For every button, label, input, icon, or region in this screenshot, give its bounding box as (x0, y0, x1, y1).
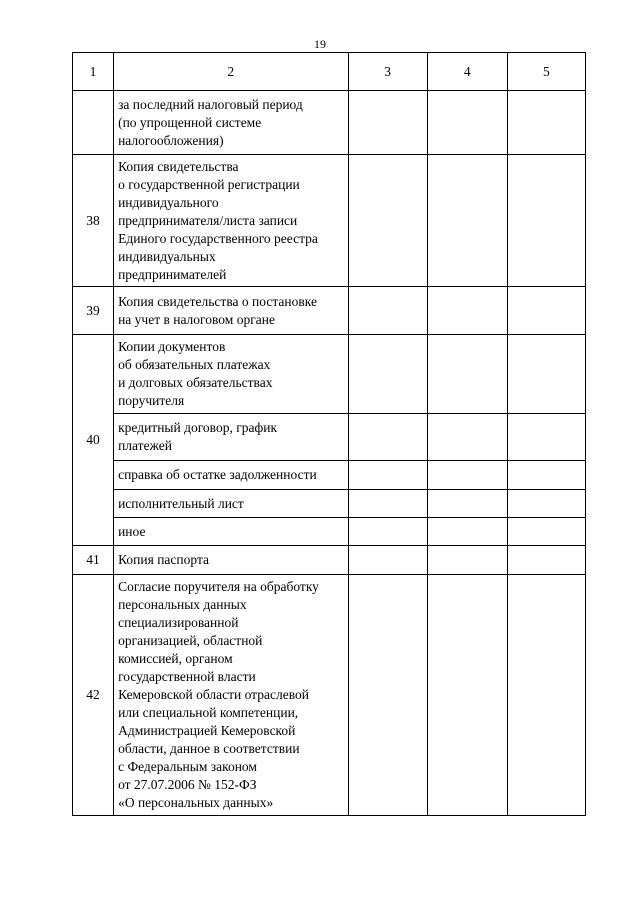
column-5-cell (507, 518, 585, 546)
column-5-cell (507, 91, 585, 155)
header-cell-4: 4 (427, 53, 507, 91)
row-number-cell: 38 (73, 155, 114, 287)
row-description-cell (114, 575, 348, 816)
row-description-text: Копия свидетельства о постановке на учет в налоговом органе (118, 293, 317, 327)
row-number-cell: 39 (73, 287, 114, 335)
row-description-cell (114, 518, 348, 546)
table-row (73, 546, 586, 575)
table-row (73, 335, 586, 414)
column-3-cell (348, 546, 427, 575)
row-description-cell (114, 91, 348, 155)
header-cell-2: 2 (114, 53, 348, 91)
table-row (73, 575, 586, 816)
row-description-text: кредитный договор, график платежей (118, 420, 277, 453)
column-5-cell (507, 335, 585, 414)
row-description-text: справка об остатке задолженности (118, 467, 317, 482)
table-row (73, 461, 586, 490)
row-number-cell: 40 (73, 335, 114, 546)
row-description-cell (114, 287, 348, 335)
row-description-cell (114, 546, 348, 575)
table-row (73, 287, 586, 335)
header-cell-3: 3 (348, 53, 427, 91)
row-description-cell (114, 335, 348, 414)
column-3-cell (348, 91, 427, 155)
row-description-text: исполнительный лист (118, 495, 244, 511)
table-header-row (73, 53, 586, 91)
column-5-cell (507, 490, 585, 518)
column-4-cell (427, 518, 507, 546)
row-description-text: Копия свидетельства о государственной регистрации индивидуального предпринимателя/листа записи Единого государственного реестра индивидуальных предпринимателей (118, 158, 318, 282)
column-5-cell (507, 414, 585, 461)
column-4-cell (427, 155, 507, 287)
row-description-cell (114, 461, 348, 490)
row-description-text: иное (118, 523, 146, 539)
table-row (73, 490, 586, 518)
column-4-cell (427, 335, 507, 414)
column-3-cell (348, 155, 427, 287)
column-5-cell (507, 287, 585, 335)
column-3-cell (348, 287, 427, 335)
row-number-cell: 42 (73, 575, 114, 816)
table-row (73, 91, 586, 155)
table-row (73, 518, 586, 546)
column-5-cell (507, 155, 585, 287)
column-4-cell (427, 575, 507, 816)
row-description-cell (114, 490, 348, 518)
page-number: 19 (314, 37, 326, 51)
column-4-cell (427, 490, 507, 518)
column-5-cell (507, 575, 585, 816)
column-4-cell (427, 287, 507, 335)
column-4-cell (427, 546, 507, 575)
column-3-cell (348, 335, 427, 414)
header-cell-5: 5 (507, 53, 585, 91)
column-5-cell (507, 546, 585, 575)
column-4-cell (427, 91, 507, 155)
column-4-cell (427, 414, 507, 461)
row-number-cell: 41 (73, 546, 114, 575)
column-4-cell (427, 461, 507, 490)
row-number-cell (73, 91, 114, 155)
table-row (73, 414, 586, 461)
row-description-text: Согласие поручителя на обработку персональных данных специализированной организацией, областной комиссией, органом государственной власти Кемеровской области отраслевой или специальной компетенции, Администрацией Кемеровской области, данное в соответствии с Федеральным законом от 27.07.2006 № 152-ФЗ «О персональных данных» (118, 579, 319, 810)
column-3-cell (348, 518, 427, 546)
row-description-text: за последний налоговый период (по упрощенной системе налогообложения) (118, 96, 303, 148)
row-description-cell (114, 414, 348, 461)
header-cell-1: 1 (73, 53, 114, 91)
row-description-text: Копии документов об обязательных платежах и долговых обязательствах поручителя (118, 339, 273, 408)
column-5-cell (507, 461, 585, 490)
column-3-cell (348, 575, 427, 816)
table-row (73, 155, 586, 287)
document-table (72, 52, 586, 816)
row-description-text: Копия паспорта (118, 552, 210, 567)
column-3-cell (348, 461, 427, 490)
row-description-cell (114, 155, 348, 287)
column-3-cell (348, 490, 427, 518)
column-3-cell (348, 414, 427, 461)
